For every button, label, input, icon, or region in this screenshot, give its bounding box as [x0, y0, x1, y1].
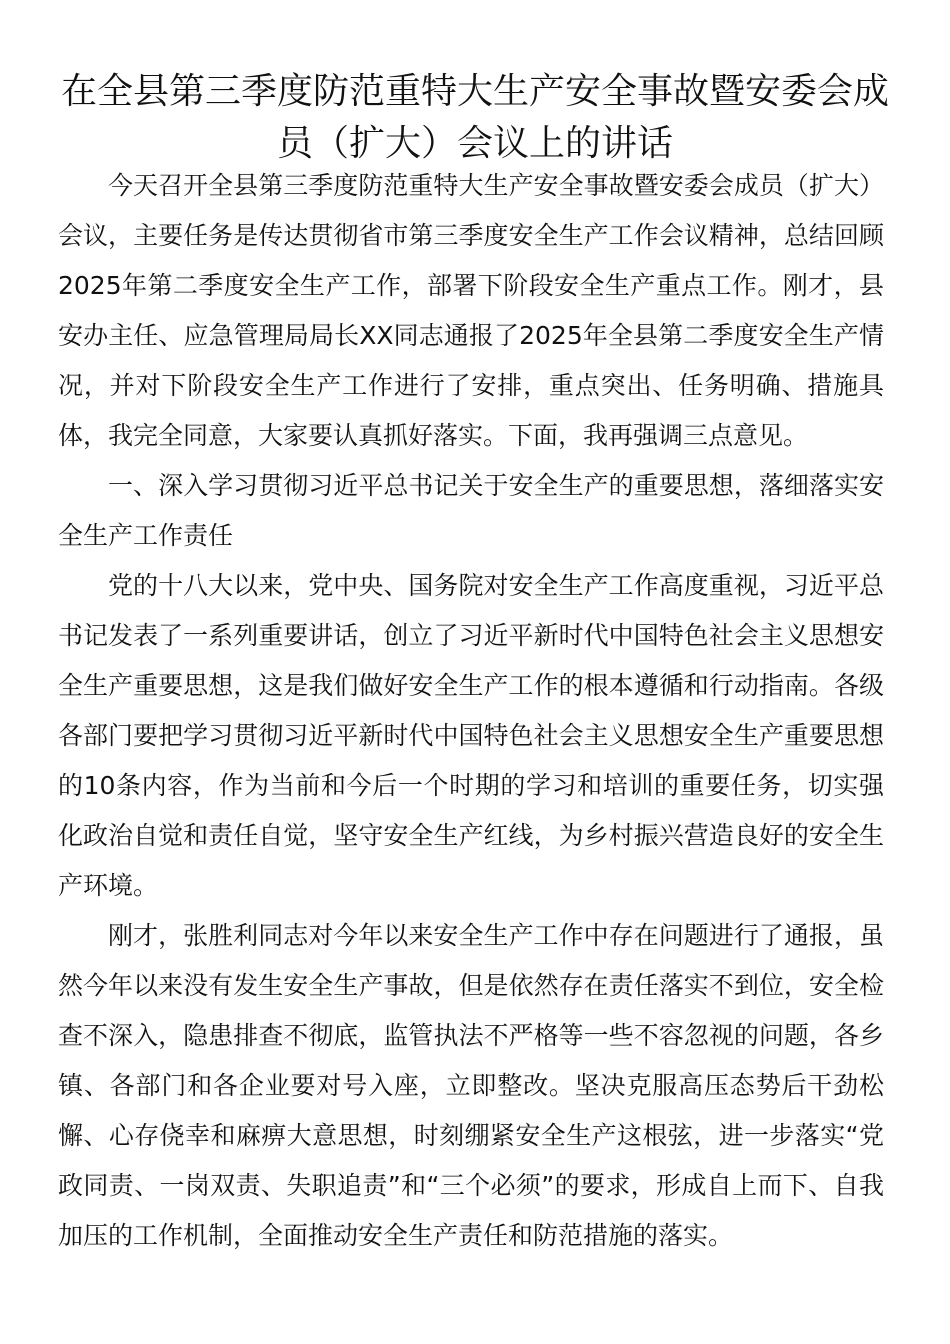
document-title: 在全县第三季度防范重特大生产安全事故暨安委会成员（扩大）会议上的讲话 [60, 71, 889, 164]
paragraph-section-1: 党的十八大以来，党中央、国务院对安全生产工作高度重视，习近平总书记发表了一系列重要讲话，创立了习近平新时代中国特色社会主义思想安全生产重要思想，这是我们做好安全生产工作的根本遵循和行动指南。各级各部门要把学习贯彻习近平新时代中国特色社会主义思想安全生产重要思想的10条内容，作为当前和今后一个时期的学习和培训的重要任务，切实强化政治自觉和责任自觉，坚守安全生产红线，为乡村振兴营造良好的安全生产环境。 [58, 571, 884, 900]
paragraph-section-1-issues: 刚才，张胜利同志对今年以来安全生产工作中存在问题进行了通报，虽然今年以来没有发生安全生产事故，但是依然存在责任落实不到位，安全检查不深入，隐患排查不彻底，监管执法不严格等一些不容忽视的问题，各乡镇、各部门和各企业要对号入座，立即整改。坚决克服高压态势后干劲松懈、心存侥幸和麻痹大意思想，时刻绷紧安全生产这根弦，进一步落实“党政同责、一岗双责、失职追责”和“三个必须”的要求，形成自上而下、自我加压的工作机制，全面推动安全生产责任和防范措施的落实。 [58, 921, 884, 1250]
section-heading-1: 一、深入学习贯彻习近平总书记关于安全生产的重要思想，落细落实安全生产工作责任 [58, 471, 884, 550]
paragraph-intro: 今天召开全县第三季度防范重特大生产安全事故暨安委会成员（扩大）会议，主要任务是传达贯彻省市第三季度安全生产工作会议精神，总结回顾2025年第二季度安全生产工作，部署下阶段安全生产重点工作。刚才，县安办主任、应急管理局局长XX同志通报了2025年全县第二季度安全生产情况，并对下阶段安全生产工作进行了安排，重点突出、任务明确、措施具体，我完全同意，大家要认真抓好落实。下面，我再强调三点意见。 [58, 171, 884, 450]
document-body [58, 161, 884, 1261]
